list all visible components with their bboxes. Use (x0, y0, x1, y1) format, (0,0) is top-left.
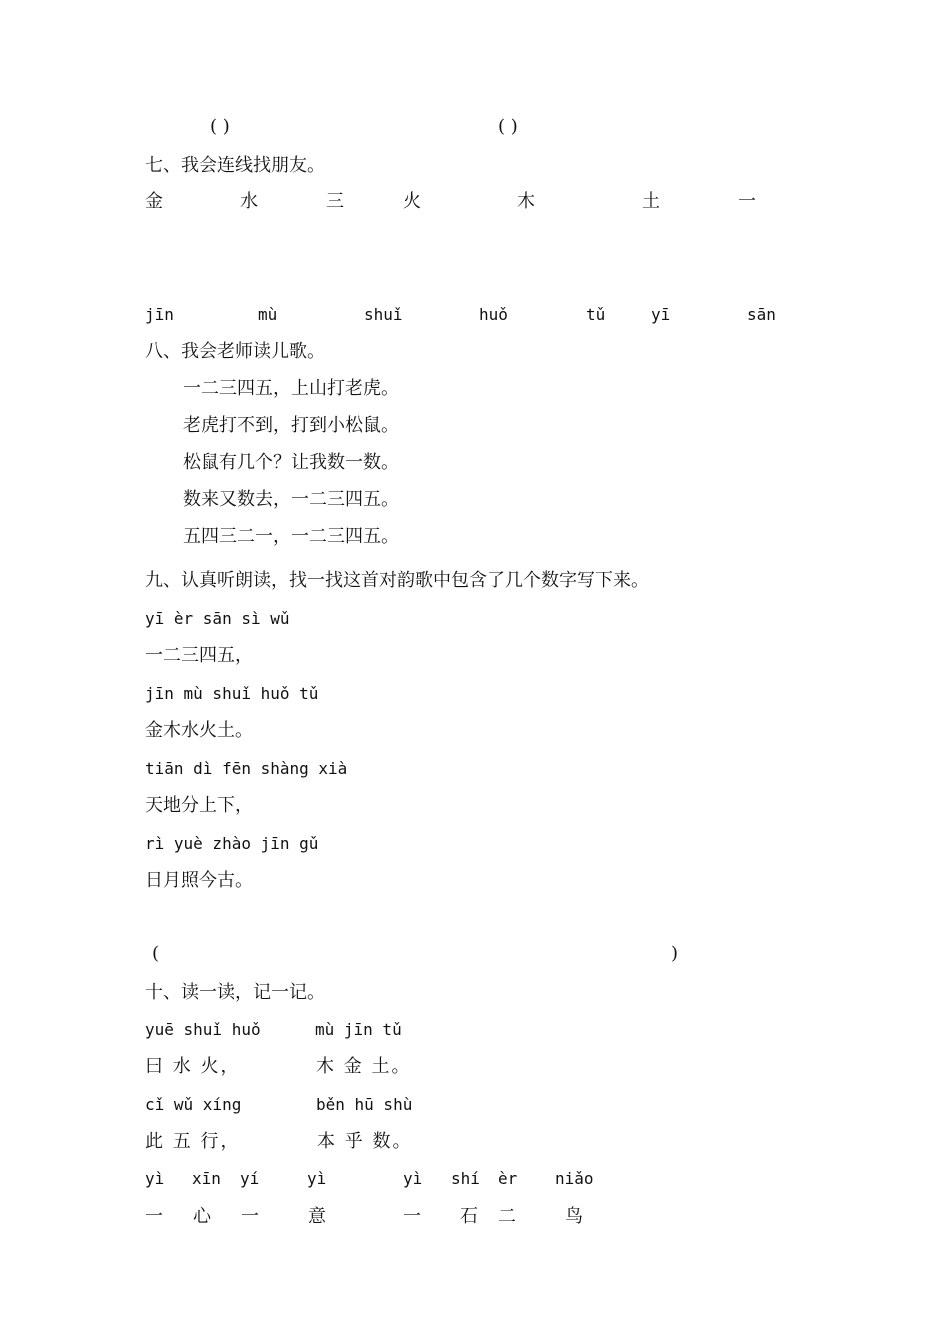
q10-pinyin: běn hū shù (316, 1095, 413, 1114)
q9-answer-open: ( (152, 943, 160, 964)
q7-pinyin: mù (258, 305, 278, 324)
q10-char: 鸟 (565, 1206, 583, 1227)
q7-char: 火 (403, 191, 421, 212)
q10-pinyin: xīn (192, 1169, 221, 1188)
q7-char: 金 (145, 191, 163, 212)
q10-char: 意 (308, 1206, 326, 1227)
q10-pinyin: yì (307, 1169, 327, 1188)
answer-parens-1: ( ) (210, 116, 230, 137)
q10-pinyin: mù jīn tǔ (315, 1020, 402, 1039)
q10-char: 石 (460, 1206, 478, 1227)
q9-text: 天地分上下， (145, 795, 253, 816)
q9-text: 日月照今古。 (145, 870, 253, 891)
q7-char: 三 (326, 191, 344, 212)
q8-line: 一二三四五，上山打老虎。 (183, 378, 399, 399)
q9-pinyin: jīn mù shuǐ huǒ tǔ (145, 684, 319, 703)
q10-pinyin: yuē shuǐ huǒ (145, 1020, 261, 1039)
q8-line: 老虎打不到，打到小松鼠。 (183, 415, 399, 436)
q9-pinyin: yī èr sān sì wǔ (145, 609, 290, 628)
q9-title: 九、认真听朗读，找一找这首对韵歌中包含了几个数字写下来。 (145, 570, 649, 591)
q9-text: 金木水火土。 (145, 720, 253, 741)
q10-pinyin: yí (240, 1169, 260, 1188)
answer-parens-2: ( ) (498, 116, 518, 137)
q9-answer-close: ) (671, 943, 679, 964)
q10-pinyin: cǐ wǔ xíng (145, 1095, 242, 1114)
q10-char: 心 (193, 1206, 211, 1227)
q10-pinyin: niǎo (555, 1169, 594, 1188)
q10-char: 二 (498, 1206, 516, 1227)
q10-char: 一 (403, 1206, 421, 1227)
q7-title: 七、我会连线找朋友。 (145, 155, 325, 176)
q10-text: 本 乎 数。 (317, 1131, 413, 1152)
q7-pinyin: sān (747, 305, 776, 324)
q9-pinyin: tiān dì fēn shàng xià (145, 759, 348, 778)
q10-text: 此 五 行， (145, 1131, 241, 1152)
q10-pinyin: shí (451, 1169, 480, 1188)
q10-text: 曰 水 火， (145, 1056, 241, 1077)
q9-text: 一二三四五， (145, 645, 253, 666)
q7-pinyin: huǒ (479, 305, 508, 324)
q9-pinyin: rì yuè zhào jīn gǔ (145, 834, 319, 853)
q10-pinyin: èr (498, 1169, 518, 1188)
q7-char: 水 (240, 191, 258, 212)
q7-pinyin: yī (651, 305, 671, 324)
q10-pinyin: yì (403, 1169, 423, 1188)
q8-title: 八、我会老师读儿歌。 (145, 341, 325, 362)
q7-char: 一 (738, 191, 756, 212)
q8-line: 数来又数去，一二三四五。 (183, 489, 399, 510)
q10-pinyin: yì (145, 1169, 165, 1188)
q7-char: 木 (517, 191, 535, 212)
q7-pinyin: tǔ (586, 305, 606, 324)
q7-pinyin: jīn (145, 305, 174, 324)
q10-char: 一 (145, 1206, 163, 1227)
q10-char: 一 (241, 1206, 259, 1227)
q8-line: 松鼠有几个？让我数一数。 (183, 452, 399, 473)
q8-line: 五四三二一，一二三四五。 (183, 526, 399, 547)
q7-pinyin: shuǐ (364, 305, 403, 324)
q7-char: 土 (642, 191, 660, 212)
q10-title: 十、读一读，记一记。 (145, 982, 325, 1003)
q10-text: 木 金 土。 (316, 1056, 412, 1077)
